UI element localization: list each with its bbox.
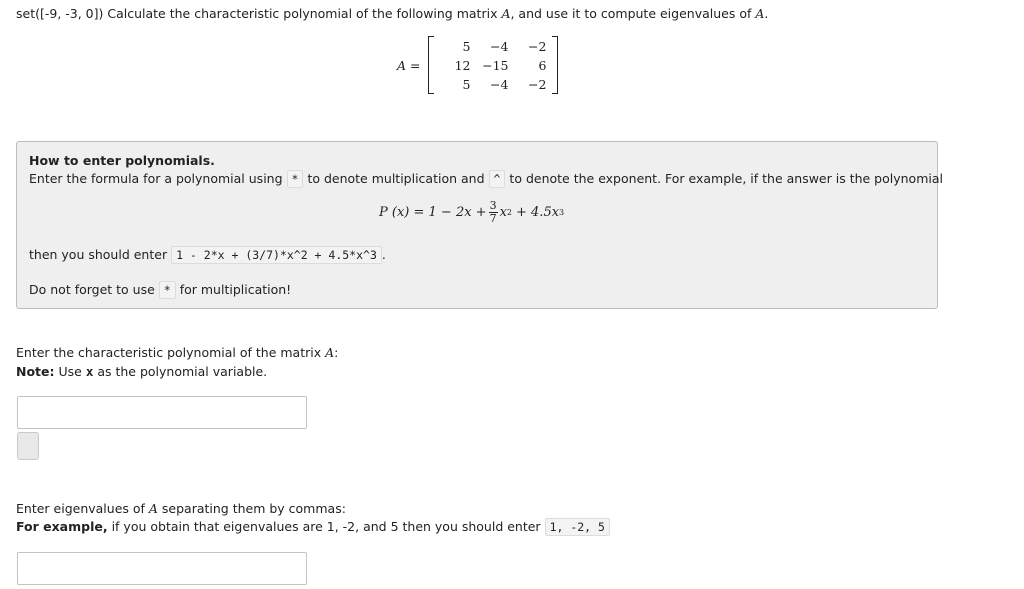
help-heading bbox=[29, 153, 215, 168]
eigen-example bbox=[16, 519, 610, 534]
note-label: Note: bbox=[16, 364, 55, 379]
then-text: then you should enter bbox=[29, 247, 168, 262]
matrix bbox=[397, 36, 558, 94]
forget-text-a: Do not forget to use bbox=[29, 282, 155, 297]
poly-note bbox=[16, 364, 267, 379]
eigen-example-code: 1, -2, 5 bbox=[545, 518, 610, 536]
matrix-table bbox=[436, 37, 550, 94]
formula-x2-exp: 2 bbox=[506, 208, 513, 217]
then-end: . bbox=[381, 247, 386, 262]
matrix-cell: −4 bbox=[490, 38, 509, 54]
help-line-1-a: Enter the formula for a polynomial using bbox=[29, 171, 283, 186]
eigen-prompt-text-a: Enter eigenvalues of bbox=[16, 501, 149, 516]
formula-lhs: P (x) = 1 − 2x + bbox=[379, 205, 487, 220]
matrix-cell: −2 bbox=[528, 38, 547, 54]
example-formula bbox=[379, 200, 564, 225]
preview-button[interactable] bbox=[17, 432, 39, 460]
matrix-right-bracket bbox=[552, 36, 558, 94]
mult-symbol-code: * bbox=[287, 170, 304, 188]
matrix-cell: 5 bbox=[462, 38, 471, 54]
poly-prompt-end: : bbox=[334, 345, 339, 360]
eigen-example-label: For example, bbox=[16, 519, 108, 534]
help-line-1-b: to denote multiplication and bbox=[307, 171, 485, 186]
formula-x2: x bbox=[499, 205, 507, 220]
fraction-numerator: 3 bbox=[489, 199, 497, 212]
polynomial-help-box bbox=[16, 141, 943, 309]
fraction-denominator: 7 bbox=[489, 212, 497, 225]
forget-text-b: for multiplication! bbox=[179, 282, 292, 297]
question-middle: , and use it to compute eigenvalues of bbox=[510, 6, 756, 21]
eigen-prompt-text-b: separating them by commas: bbox=[157, 501, 346, 516]
matrix-cell: 12 bbox=[454, 57, 471, 73]
formula-plus-term: + 4.5x bbox=[516, 205, 560, 220]
matrix-cell: −4 bbox=[490, 76, 509, 92]
question-var-a: A bbox=[501, 6, 511, 21]
matrix-cell: 6 bbox=[538, 57, 547, 73]
help-line-1 bbox=[29, 171, 943, 186]
poly-prompt bbox=[16, 345, 338, 360]
formula-fraction bbox=[489, 200, 498, 225]
exp-symbol-code: ^ bbox=[489, 170, 506, 188]
eigen-prompt-var: A bbox=[148, 501, 158, 516]
poly-prompt-text: Enter the characteristic polynomial of the matrix bbox=[16, 345, 326, 360]
help-line-1-c: to denote the exponent. For example, if the answer is the polynomial bbox=[509, 171, 943, 186]
matrix-cell: −2 bbox=[528, 76, 547, 92]
forget-symbol-code: * bbox=[159, 281, 176, 299]
question-prefix: set([-9, -3, 0]) Calculate the characteristic polynomial of the following matrix bbox=[16, 6, 502, 21]
note-text-a: Use bbox=[54, 364, 86, 379]
note-text-b: as the polynomial variable. bbox=[93, 364, 268, 379]
eigen-prompt bbox=[16, 501, 346, 516]
help-then-line bbox=[29, 247, 386, 262]
question-text bbox=[16, 6, 768, 21]
help-heading-text: How to enter polynomials. bbox=[29, 153, 215, 168]
formula-x3-exp: 3 bbox=[559, 208, 565, 217]
matrix-left-bracket bbox=[428, 36, 434, 94]
question-var-a-2: A bbox=[755, 6, 765, 21]
matrix-cell: −15 bbox=[482, 57, 509, 73]
matrix-label: A = bbox=[397, 57, 421, 73]
eigenvalues-input[interactable] bbox=[17, 552, 307, 585]
poly-prompt-var: A bbox=[325, 345, 335, 360]
example-code: 1 - 2*x + (3/7)*x^2 + 4.5*x^3 bbox=[171, 246, 382, 264]
help-forget-line bbox=[29, 282, 291, 297]
polynomial-input[interactable] bbox=[17, 396, 307, 429]
matrix-cell: 5 bbox=[462, 76, 471, 92]
note-var: x bbox=[85, 364, 94, 379]
eigen-example-text: if you obtain that eigenvalues are 1, -2, and 5 then you should enter bbox=[107, 519, 545, 534]
question-end: . bbox=[764, 6, 769, 21]
